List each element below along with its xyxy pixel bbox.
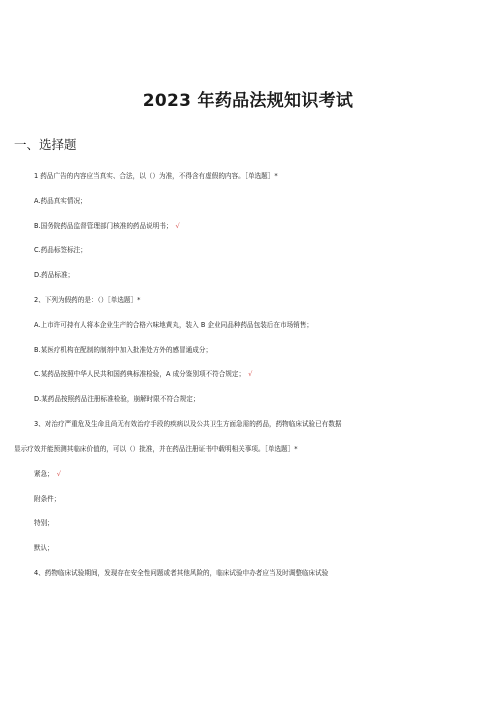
question-3-option-a: 紧急； √ (34, 470, 61, 478)
question-3-option-b: 附条件； (34, 495, 61, 503)
question-2-option-a: A.上市许可持有人将本企业生产的合格六味地黄丸，装入 B 企业同品种药品包装后在市场销售； (34, 321, 313, 329)
question-3-line-1: 3、对治疗严重危及生命且尚无有效治疗手段的疾病以及公共卫生方面急需的药品，药物临床试验已有数据 (34, 420, 342, 428)
question-2-option-b: B.某医疗机构在配制的制剂中加入批准处方外的感冒通成分； (34, 346, 213, 354)
question-1-option-d: D.药品标准； (34, 271, 75, 279)
question-1-option-c: C.药品标签标注； (34, 246, 87, 254)
check-mark: √ (248, 370, 253, 378)
page-title: 2023 年药品法规知识考试 (142, 91, 354, 111)
question-1-option-b: B.国务院药品监督管理部门核准的药品说明书； √ (34, 222, 180, 230)
question-2-option-d: D.某药品按照药品注册标准检验，崩解时限不符合规定； (34, 395, 200, 403)
question-3-line-2: 显示疗效并能预测其临床价值的，可以（）批准，并在药品注册证书中载明相关事项。［单选题］* (14, 445, 298, 453)
check-mark: √ (56, 470, 61, 478)
question-1: 1 药品广告的内容应当真实、合法，以（）为准，不得含有虚假的内容。［单选题］* (34, 172, 278, 180)
question-2-option-c: C.某药品按照中华人民共和国药典标准检验，A 成分鉴别项不符合规定； √ (34, 370, 253, 378)
check-mark: √ (175, 222, 180, 230)
question-2: 2、下列为假药的是：（）［单选题］* (34, 296, 141, 304)
question-1-option-a: A.药品真实情况； (34, 197, 87, 205)
section-heading: 一、选择题 (14, 137, 77, 152)
question-3-option-d: 默认； (34, 544, 54, 552)
question-4: 4、药物临床试验期间，发现存在安全性问题或者其他风险的，临床试验申办者应当及时调整临床试验 (34, 569, 329, 577)
question-3-option-c: 特别； (34, 519, 54, 527)
